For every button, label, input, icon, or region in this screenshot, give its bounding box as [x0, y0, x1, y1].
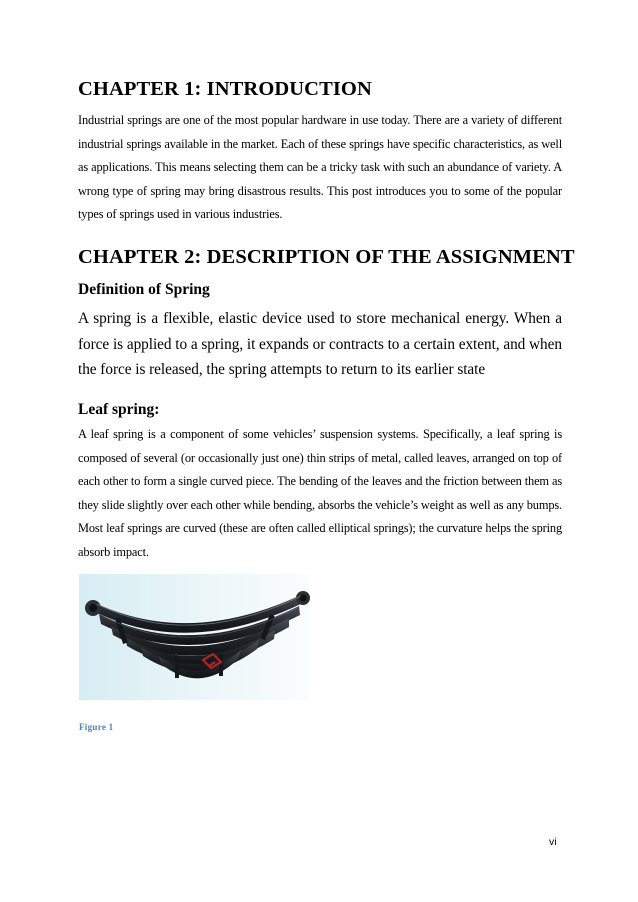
chapter-1-body: Industrial springs are one of the most popular hardware in use today. There are a variety of different industrial springs available in the market. Each of these springs have specific characteristics, as well as applications. This means selecting them can be a tricky task with such an abundance of variety. A wrong type of spring may bring disastrous results. This post introduces you to some of the popular types of springs used in various industries.	[78, 113, 562, 222]
chapter-1-title: CHAPTER 1: INTRODUCTION	[78, 78, 372, 100]
definition-body: A spring is a flexible, elastic device used to store mechanical energy. When a force is applied to a spring, it expands or contracts to a certain extent, and when the force is released, the spring attempts to return to its earlier state	[78, 310, 562, 378]
page-number: vi	[549, 836, 557, 848]
leaf-spring-body: A leaf spring is a component of some vehicles’ suspension systems. Specifically, a leaf spring is composed of several (or occasionally just one) thin strips of metal, called leaves, arranged on top of each other to form a single curved piece. The bending of the leaves and the friction between them as they slide slightly over each other while bending, absorbs the vehicle’s weight as well as any bumps. Most leaf springs are curved (these are often called elliptical springs); the curvature helps the spring absorb impact.	[78, 427, 562, 559]
chapter-2-title: CHAPTER 2: DESCRIPTION OF THE ASSIGNMENT	[78, 246, 575, 268]
leaf-spring-heading: Leaf spring:	[78, 401, 160, 418]
leaf-spring-figure	[79, 574, 311, 700]
figure-caption: Figure 1	[79, 722, 114, 732]
definition-heading: Definition of Spring	[78, 281, 210, 298]
leaf-spring-image	[79, 574, 311, 700]
